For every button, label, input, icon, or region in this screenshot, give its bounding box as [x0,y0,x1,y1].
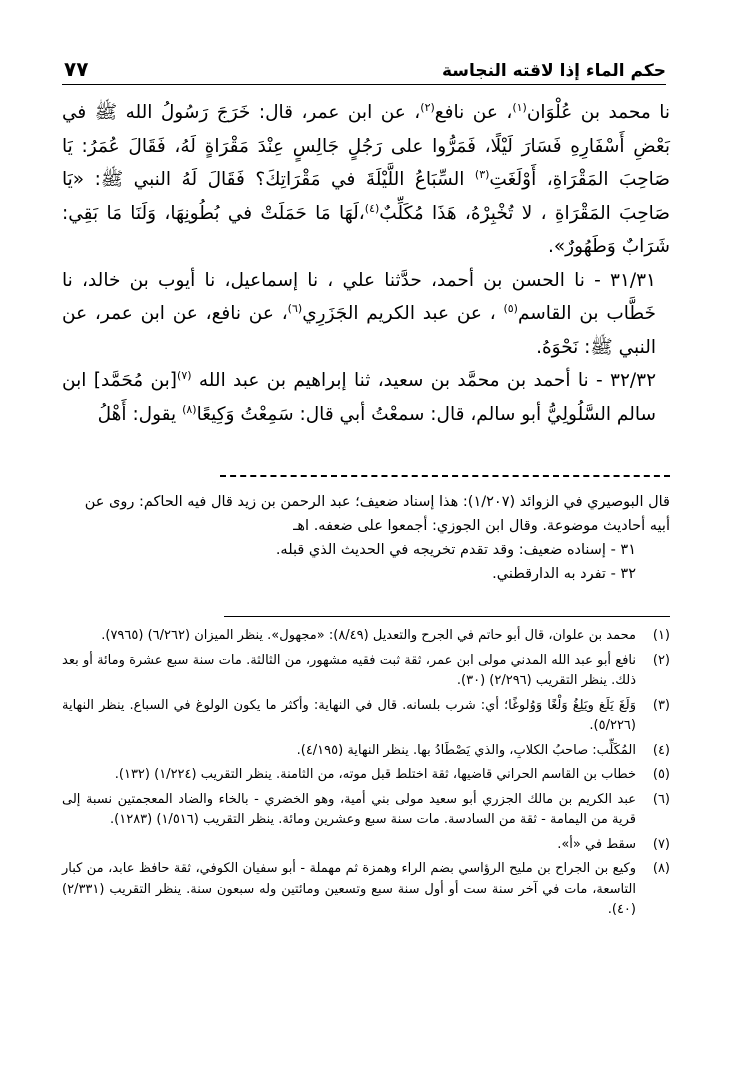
footnote-marker: (٧) [177,368,192,382]
text-segment: ، عن نافع [434,102,513,123]
page-number: ٧٧ [64,57,89,81]
text-segment: ، عن نافع، عن ابن عمر، عن النبي ﷺ: نَحْوَهُ. [62,303,656,358]
text-segment: السِّبَاعُ اللَّيْلَةَ في مَقْرَاتِكَ؟ فَقَالَ لَهُ النبي ﷺ: «يَا صَاحِبَ المَقْرَاةِ ، لا تُخْبِرْهُ، هَذَا مُكَلِّبٌ [62,169,670,224]
footnote-item [62,626,670,647]
hadith-paragraph-31 [62,264,670,365]
commentary-line: قال البوصيري في الزوائد (١/٢٠٧): هذا إسناد ضعيف؛ عبد الرحمن بن زيد قال فيه الحاكم: روى عن أبيه أحاديث موضوعة. وقال ابن الجوزي: أجمعوا على ضعفه. اهـ [84,494,670,534]
footnote-item [62,741,670,762]
text-segment: ٣٢/٣٢ - نا أحمد بن محمَّد بن سعيد، ثنا إبراهيم بن عبد الله [191,370,657,391]
main-text [62,96,670,431]
commentary-line: ٣١ - إسناده ضعيف: وقد تقدم تخريجه في الحديث الذي قبله. [275,542,636,558]
footnotes [62,626,670,925]
footnote-number: (٢) [652,652,670,668]
footnote-number: (٥) [652,767,670,782]
footnote-text: محمد بن علوان، قال أبو حاتم في الجرح والتعديل (٨/٤٩): «مجهول». ينظر الميزان (٦/٢٦٢) (٧٩٦٥). [101,628,636,643]
footnote-item [62,696,670,737]
footnote-number: (٧) [652,836,670,852]
hadith-paragraph-30 [62,96,670,264]
footnote-item [62,651,670,692]
commentary [62,490,670,586]
footnote-marker: (٨) [182,402,197,416]
footnote-text: سقط في «أ». [557,836,636,852]
footnote-text: خطاب بن القاسم الحراني قاضيها، ثقة اختلط قبل موته، من الثامنة. ينظر التقريب (١/٢٢٤) (١٣٢). [114,767,636,782]
footnote-marker: (٢) [420,100,435,114]
footnote-number: (٤) [652,742,670,758]
footnote-item [62,859,670,921]
footnote-number: (٣) [652,697,670,713]
footnote-item [62,835,670,856]
footnote-number: (١) [652,628,670,643]
footnote-item [62,765,670,786]
footnote-text: المُكَلِّب: صاحبُ الكلابِ، والذي يَصْطَادُ بها. ينظر النهاية (٤/١٩٥). [296,742,636,758]
hadith-paragraph-32 [62,364,670,431]
text-segment: ٣١/٣١ - نا الحسن بن أحمد، حدَّثنا علي ، نا إسماعيل، نا أيوب بن خالد، نا خَطَّاب بن القاسم [62,269,656,324]
text-segment: ، عن عبد الكريم الجَزَرِي [302,303,504,324]
footnote-item [62,790,670,831]
text-segment: [بن مُحَمَّد] ابن سالم السَّلُولِيُّ أبو سالم، قال: سمعْتُ أبي قال: سَمِعْتُ وَكِيعًا [62,370,656,425]
dashed-separator [220,475,670,477]
text-segment: ،لَهَا مَا حَمَلَتْ في بُطُونِهَا، وَلَنَا مَا بَقِي: شَرَابٌ وَطَهُورٌ». [62,202,670,257]
footnote-marker: (٥) [503,301,518,315]
footnote-text: وكيع بن الجراح بن مليح الرؤاسي بضم الراء وهمزة ثم مهملة - أبو سفيان الكوفي، ثقة حافظ عابد، من كبار التاسعة، مات في آخر سنة ست أو أول سنة سبع وتسعين ومائتين وله سبعون سنة. ينظر التقريب (٢/٣٣١) (٤٠). [62,861,636,917]
footnote-text: نافع أبو عبد الله المدني مولى ابن عمر، ثقة ثبت فقيه مشهور، من الثالثة. مات سنة سبع عشرة ومائة أو بعد ذلك. ينظر التقريب (٢/٢٩٦) (٣٠). [62,652,636,688]
footnote-marker: (٦) [287,301,303,315]
footnote-number: (٦) [652,791,670,807]
footnote-marker: (٣) [474,167,490,181]
running-header [62,44,666,85]
footnote-marker: (٤) [364,201,380,215]
chapter-title: حكم الماء إذا لاقته النجاسة [441,61,666,81]
footnote-number: (٨) [652,861,670,876]
footnote-marker: (١) [512,100,527,114]
footnote-text: عبد الكريم بن مالك الجزري أبو سعيد مولى بني أمية، وهو الخضري - بالخاء والضاد المعجمتين نسبة إلى قرية من اليمامة - ثقة من السادسة. مات سنة سبع وعشرين ومائة. ينظر التقريب (١/٥١٦) (١٢٨٣). [62,791,636,827]
commentary-line: ٣٢ - تفرد به الدارقطني. [492,566,636,582]
footnote-separator [224,616,670,617]
text-segment: يقول: أَهْلُ [97,403,183,425]
footnote-text: وَلَغَ يَلَغ ويَلِغُ وَلْغًا وَوُلوغًا؛ أي: شرب بلسانه. قال في النهاية: وأكثر ما يكون الولوغ في السباع. ينظر النهاية (٥/٢٢٦). [62,697,636,733]
text-segment: ، عن ابن عمر، قال: خَرَجَ رَسُولُ الله ﷺ في بَعْضِ أَسْفَارِهِ فَسَارَ لَيْلًا، فَمَرُّوا على رَجُلٍ جَالِسٍ عِنْدَ مَقْرَاةٍ لَهُ، فَقَالَ عُمَرُ: يَا صَاحِبَ المَقْرَاةِ، أَوْلَغَتِ [62,102,670,190]
text-segment: نا محمد بن عُلْوَان [526,102,670,123]
